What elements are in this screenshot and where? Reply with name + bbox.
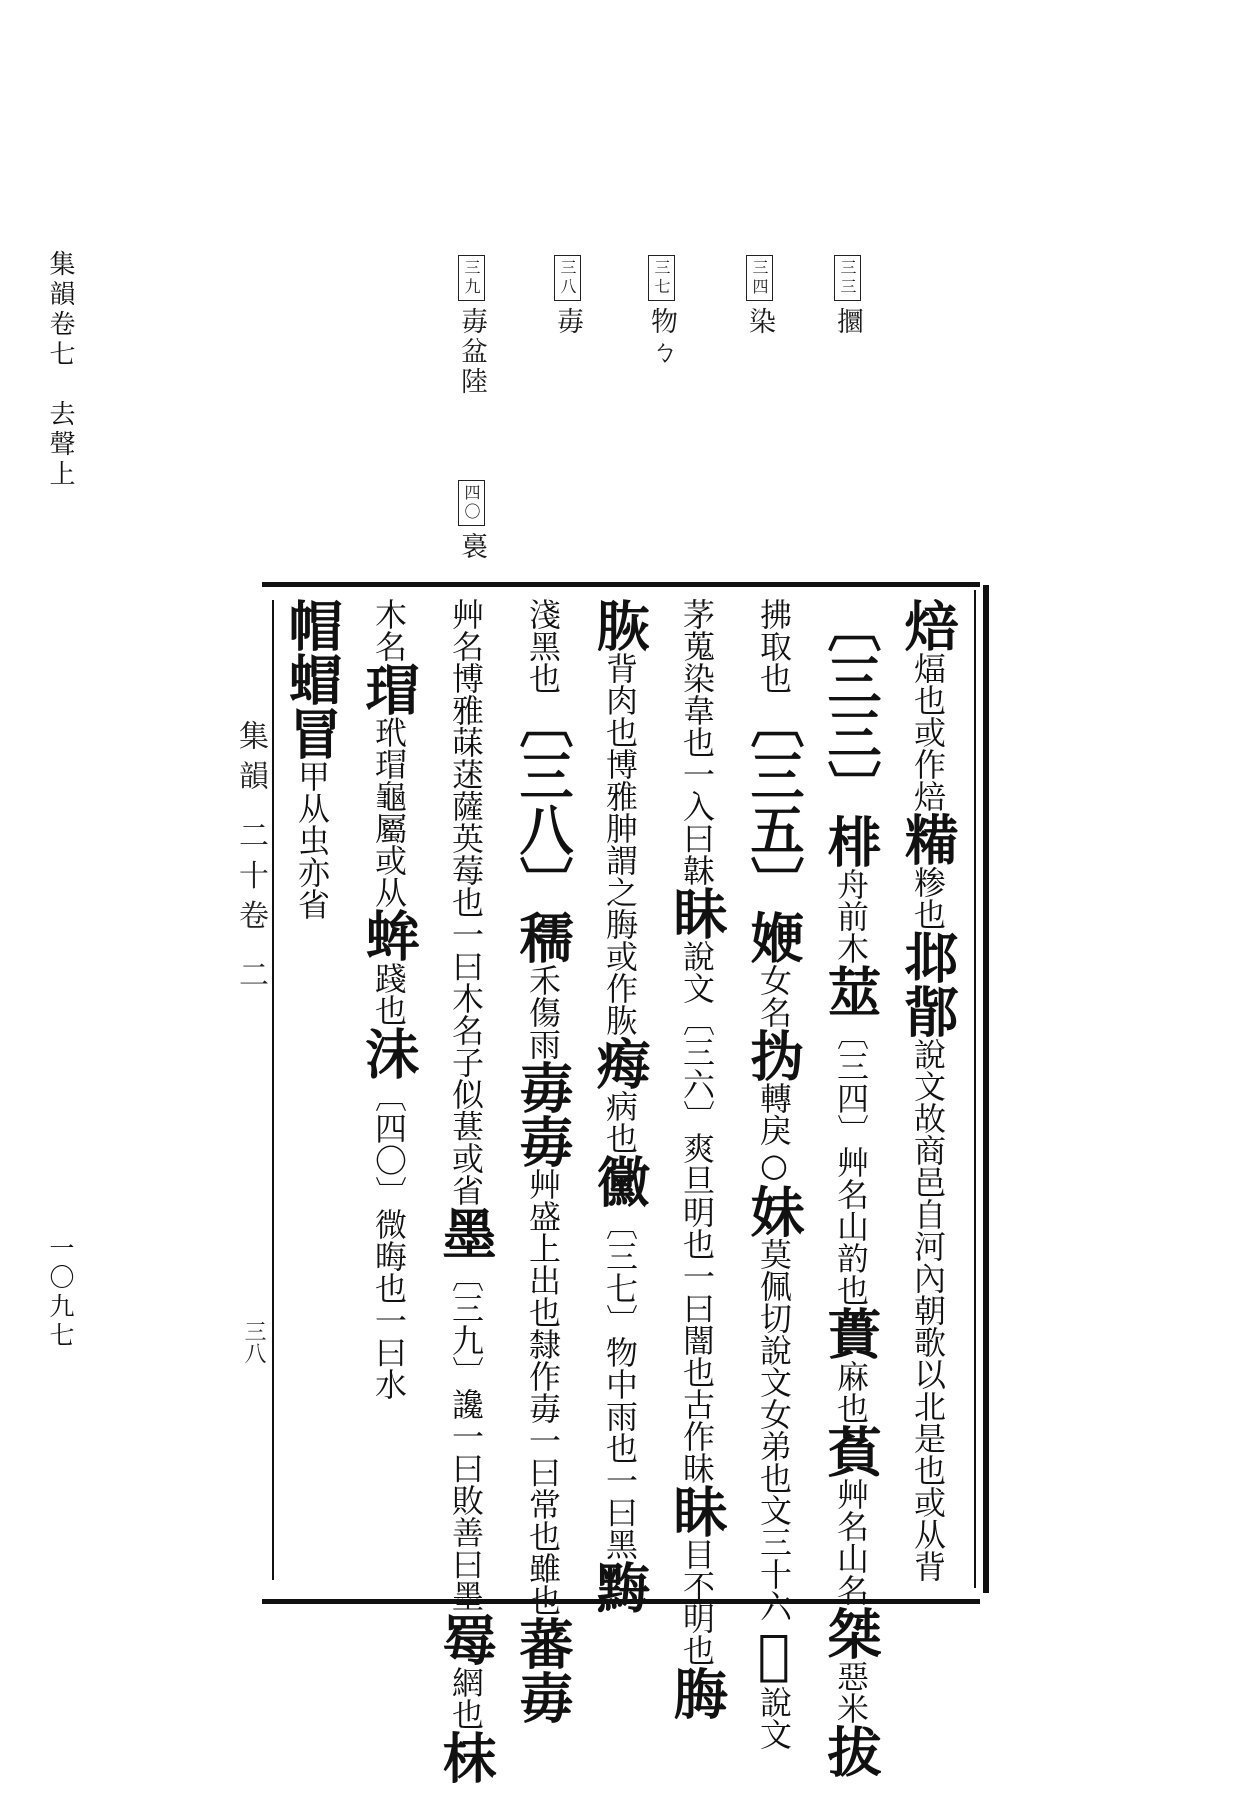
note-text: 攌 — [832, 307, 863, 337]
gloss: 糁也 — [909, 866, 947, 930]
headword: 枺 — [434, 1730, 498, 1784]
block-heart-leaf-number: 三八 — [241, 1320, 266, 1364]
headword: 毐毐 — [511, 1060, 575, 1168]
collation-note — [740, 255, 779, 337]
headword: 萯 — [819, 1424, 883, 1478]
gloss: 踐也 — [370, 962, 408, 1026]
note-text: 裛 — [456, 532, 487, 562]
headword: 莁 — [819, 964, 883, 1018]
gloss: 目不明也 — [678, 1538, 716, 1666]
headword: 蛑 — [357, 908, 421, 962]
text-column — [734, 598, 811, 1750]
gloss: 禾傷雨 — [524, 964, 562, 1060]
note-text: 染 — [744, 307, 775, 337]
headword: 眛 — [665, 1484, 729, 1538]
text-column — [888, 598, 965, 1588]
headword: 𩏿 — [742, 1622, 806, 1686]
note-text: 毐盆陸 — [456, 307, 487, 397]
collation-note — [548, 255, 587, 337]
collation-note — [828, 255, 867, 337]
gloss: 說文故商邑自河內朝歌以北是也或从背 — [909, 1038, 947, 1582]
note-tag: 三三 — [834, 255, 861, 301]
block-heart-title: 集韻 二十卷 二 — [233, 720, 268, 1000]
headword: 蕢 — [819, 1306, 883, 1360]
headword: 桀 — [819, 1606, 883, 1660]
page-number: 一〇九七 — [46, 1235, 75, 1351]
gloss: 說文〔三六〕爽旦明也一曰闇也古作昧 — [678, 940, 716, 1484]
gloss: 〔三四〕艸名山䪨也 — [832, 1018, 870, 1306]
gloss: 艸名博雅菋蒁薩英莓也一曰木名子似葚或省 — [447, 598, 485, 1206]
gloss: 茅蒐染韋也一入曰韎 — [678, 598, 716, 886]
gloss: 轉戾 — [755, 1082, 793, 1146]
gloss: 淺黑也 — [524, 598, 562, 694]
headword: 〔三三〕棑 — [819, 598, 883, 868]
gloss: 說文 — [755, 1686, 793, 1750]
gloss: 煏也或作焙 — [909, 652, 947, 812]
gloss: 網也 — [447, 1666, 485, 1730]
gloss: 甲从虫亦省 — [293, 760, 331, 920]
text-column — [349, 598, 426, 1588]
headword: 黴 — [588, 1154, 652, 1208]
headword: 痗 — [588, 1036, 652, 1090]
collation-note — [452, 255, 491, 397]
gloss: 麻也 — [832, 1360, 870, 1424]
headword: 糒 — [896, 812, 960, 866]
gloss: 艸盛上出也隸作毐一曰常也雖也 — [524, 1168, 562, 1616]
headword: 拔 — [819, 1724, 883, 1778]
gloss: 舟前木 — [832, 868, 870, 964]
frame-border-right-inner — [974, 590, 976, 1588]
collation-note — [642, 255, 681, 367]
note-text: 物ㄅ — [646, 307, 677, 367]
text-column — [272, 598, 349, 1588]
gloss: 病也 — [601, 1090, 639, 1154]
headword: 蕃毐 — [511, 1616, 575, 1724]
note-tag: 四〇 — [458, 480, 485, 526]
gloss: 艸名山名 — [832, 1478, 870, 1606]
frame-border-right — [983, 585, 989, 1593]
note-tag: 三九 — [458, 255, 485, 301]
text-column — [657, 598, 734, 1720]
text-column — [580, 598, 657, 1614]
gloss: 拂取也 — [755, 598, 793, 694]
gloss: 惡米 — [832, 1660, 870, 1724]
collation-note — [452, 480, 491, 562]
headword: 脢 — [665, 1666, 729, 1720]
running-header: 集韻卷七 去聲上 — [45, 250, 75, 490]
headword: 帽蝐冒 — [280, 598, 344, 760]
gloss: 女名 — [755, 964, 793, 1028]
headword: 䍙 — [434, 1612, 498, 1666]
note-tag: 三七 — [648, 255, 675, 301]
headword: 脄 — [588, 598, 652, 652]
note-tag: 三四 — [746, 255, 773, 301]
headword: 妹 — [742, 1184, 806, 1238]
text-column — [426, 598, 503, 1784]
headword: 黣 — [588, 1560, 652, 1614]
headword: 眛 — [665, 886, 729, 940]
headword: 㧑 — [742, 1028, 806, 1082]
headword: 沬 — [357, 1026, 421, 1080]
headword: 邶鄁 — [896, 930, 960, 1038]
gloss: 〔三七〕物中雨也一曰黑 — [601, 1208, 639, 1560]
headword: 〔三八〕穤 — [511, 694, 575, 964]
note-text: 毐 — [552, 307, 583, 337]
headword: 墨 — [434, 1206, 498, 1260]
gloss: 背肉也博雅胂謂之脢或作脄 — [601, 652, 639, 1036]
text-column — [811, 598, 888, 1778]
gloss: 莫佩切說文女弟也文三十六 — [755, 1238, 793, 1622]
gloss: 木名 — [370, 598, 408, 662]
gloss: ○ — [755, 1146, 793, 1184]
gloss: 〔四〇〕微晦也一曰水 — [370, 1080, 408, 1400]
note-tag: 三八 — [554, 255, 581, 301]
gloss: 玳瑁龜屬或从 — [370, 716, 408, 908]
gloss: 〔三九〕讒一曰敗善曰墨 — [447, 1260, 485, 1612]
text-column — [503, 598, 580, 1724]
headword: 瑁 — [357, 662, 421, 716]
headword: 〔三五〕㛹 — [742, 694, 806, 964]
headword: 焙 — [896, 598, 960, 652]
